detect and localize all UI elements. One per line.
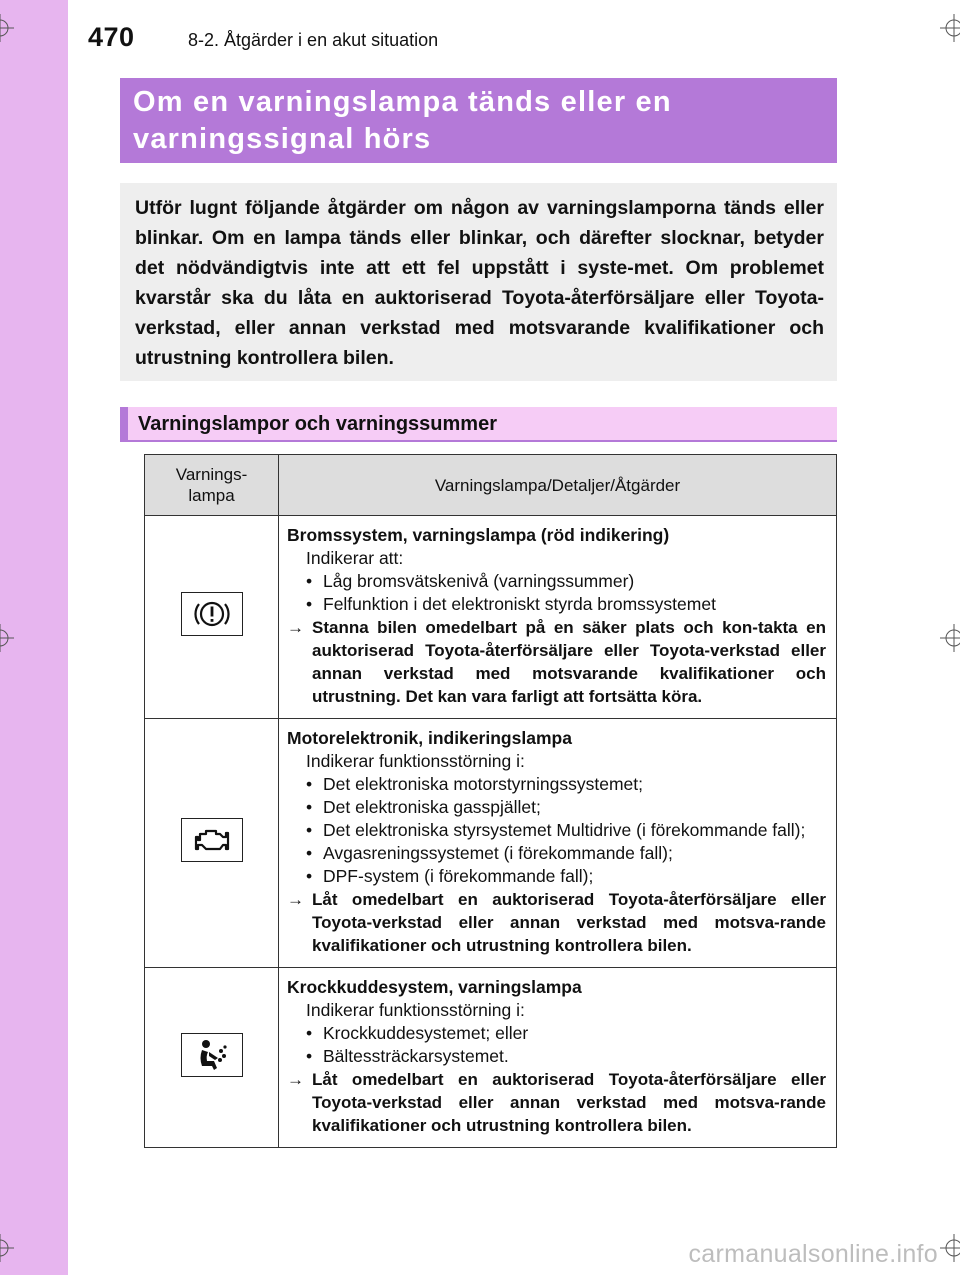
column-header-details: Varningslampa/Detaljer/Åtgärder: [279, 455, 837, 516]
action-text: → Stanna bilen omedelbart på en säker plats och kon-takta en auktoriserad Toyota-återförsäljare eller Toyota-verkstad eller annan verkstad med motsvarande kvalifikationer och utrustning. Det kan vara farligt att fortsätta köra.: [287, 618, 826, 706]
crop-mark-icon: [940, 14, 960, 42]
list-item: • DPF-system (i förekommande fall);: [287, 865, 826, 888]
page-title-line: Om en varningslampa tänds eller en: [133, 86, 672, 118]
brake-warning-icon: [181, 592, 243, 636]
list-item: • Avgasreningssystemet (i förekommande fall);: [287, 842, 826, 865]
lamp-details: [279, 968, 837, 1148]
list-item: • Det elektroniska styrsystemet Multidrive (i förekommande fall);: [287, 819, 826, 842]
lamp-title: Motorelektronik, indikeringslampa: [287, 728, 572, 748]
page-title: [120, 78, 837, 163]
table-row: [145, 516, 837, 719]
list-item: • Felfunktion i det elektroniskt styrda bromssystemet: [287, 593, 826, 616]
action-text: → Låt omedelbart en auktoriserad Toyota-återförsäljare eller Toyota-verkstad eller annan verkstad med motsva-rande kvalifikationer och utrustning kontrollera bilen.: [287, 890, 826, 955]
section-label: 8-2. Åtgärder i en akut situation: [188, 30, 439, 50]
list-item: • Bältessträckarsystemet.: [287, 1045, 826, 1068]
table-row: [145, 968, 837, 1148]
table-row: [145, 719, 837, 968]
column-header-lamp: Varnings- lampa: [145, 455, 279, 516]
airbag-icon: [181, 1033, 243, 1077]
crop-mark-icon: [0, 14, 14, 42]
intro-paragraph: Utför lugnt följande åtgärder om någon av varningslamporna tänds eller blinkar. Om en lampa tänds eller blinkar, och därefter slocknar, betyder det nödvändigtvis inte att ett fel uppstått i syste-met. Om problemet kvarstår ska du låta en auktoriserad Toyota-återförsäljare eller Toyota-verkstad, eller annan verkstad med motsvarande kvalifikationer och utrustning kontrollera bilen.: [120, 183, 837, 381]
list-item: • Låg bromsvätskenivå (varningssummer): [287, 570, 826, 593]
lamp-cell: [145, 719, 279, 968]
crop-mark-icon: [940, 1234, 960, 1262]
crop-mark-icon: [940, 624, 960, 652]
section-heading: Varningslampor och varningssummer: [120, 407, 837, 442]
crop-mark-icon: [0, 624, 14, 652]
arrow-right-icon: →: [287, 890, 304, 909]
warning-lamp-table: [144, 454, 837, 1148]
lamp-cell: [145, 516, 279, 719]
indicates-label: Indikerar funktionsstörning i:: [306, 751, 525, 771]
arrow-right-icon: →: [287, 1070, 304, 1089]
action-text: → Låt omedelbart en auktoriserad Toyota-återförsäljare eller Toyota-verkstad eller annan verkstad med motsva-rande kvalifikationer och utrustning kontrollera bilen.: [287, 1070, 826, 1135]
lamp-cell: [145, 968, 279, 1148]
table-header-row: [145, 455, 837, 516]
lamp-details: [279, 516, 837, 719]
lamp-title: Bromssystem, varningslampa (röd indikering): [287, 525, 670, 545]
crop-mark-icon: [0, 1234, 14, 1262]
lamp-details: [279, 719, 837, 968]
list-item: • Krockkuddesystemet; eller: [287, 1022, 826, 1045]
watermark: carmanualsonline.info: [688, 1240, 938, 1268]
page-title-line: varningssignal hörs: [133, 123, 432, 155]
list-item: • Det elektroniska motorstyrningssystemet;: [287, 773, 826, 796]
lamp-title: Krockkuddesystem, varningslampa: [287, 977, 582, 997]
engine-check-icon: [181, 818, 243, 862]
list-item: • Det elektroniska gasspjället;: [287, 796, 826, 819]
arrow-right-icon: →: [287, 618, 304, 637]
page-number: 470: [88, 22, 135, 52]
indicates-label: Indikerar att:: [306, 548, 404, 568]
indicates-label: Indikerar funktionsstörning i:: [306, 1000, 525, 1020]
